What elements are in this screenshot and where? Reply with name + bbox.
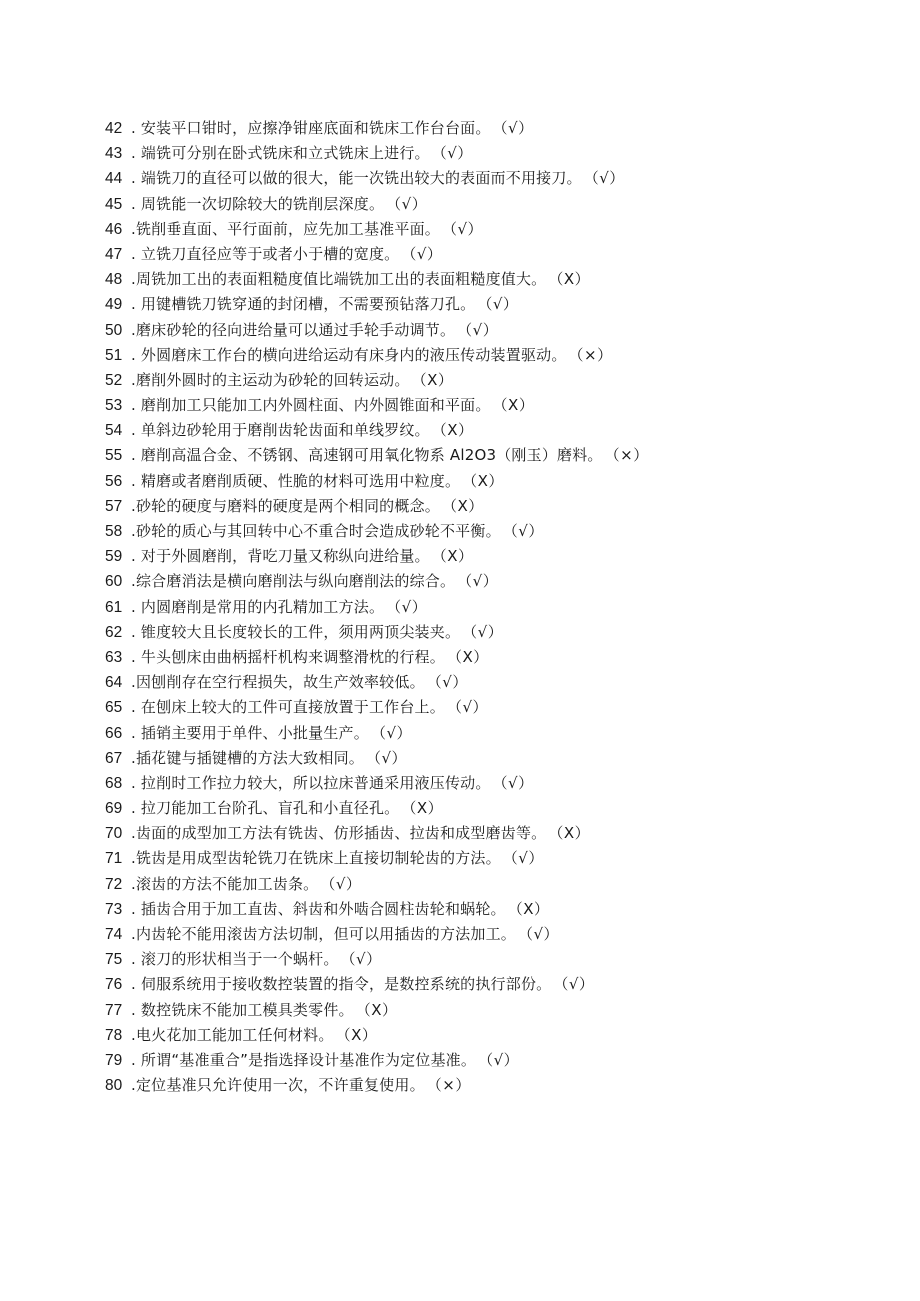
item-number: 44 xyxy=(105,170,123,188)
item-number: 79 xyxy=(105,1051,123,1069)
item-answer-mark: （√） xyxy=(431,144,473,163)
item-number: 67 xyxy=(105,749,123,767)
item-answer-mark: （X） xyxy=(492,396,535,415)
item-number: 53 xyxy=(105,397,123,415)
list-item xyxy=(105,972,885,997)
item-statement: . 拉刀能加工台阶孔、盲孔和小直径孔。 xyxy=(131,799,400,818)
item-answer-mark: （√） xyxy=(401,244,443,263)
item-answer-mark: （×） xyxy=(604,446,649,465)
item-statement: . 在刨床上较大的工件可直接放置于工作台上。 xyxy=(131,698,445,717)
item-number: 66 xyxy=(105,724,123,742)
item-number: 46 xyxy=(105,220,123,238)
item-statement: . 外圆磨床工作台的横向进给运动有床身内的液压传动装置驱动。 xyxy=(131,345,567,364)
item-number: 43 xyxy=(105,145,123,163)
item-statement: . 端铣刀的直径可以做的很大，能一次铣出较大的表面而不用接刀。 xyxy=(131,169,582,188)
item-number: 70 xyxy=(105,825,123,843)
item-statement: .定位基准只允许使用一次，不许重复使用。 xyxy=(131,1076,425,1095)
list-item xyxy=(105,141,885,166)
item-number: 52 xyxy=(105,371,123,389)
list-item xyxy=(105,166,885,191)
list-item xyxy=(105,922,885,947)
item-answer-mark: （√） xyxy=(478,1050,520,1069)
item-number: 54 xyxy=(105,422,123,440)
item-answer-mark: （√） xyxy=(553,975,595,994)
item-answer-mark: （X） xyxy=(441,496,484,515)
item-number: 50 xyxy=(105,321,123,339)
item-answer-mark: （×） xyxy=(568,345,613,364)
list-item xyxy=(105,443,885,468)
list-item xyxy=(105,242,885,267)
item-number: 65 xyxy=(105,699,123,717)
list-item xyxy=(105,1073,885,1098)
list-item xyxy=(105,368,885,393)
item-statement: . 立铣刀直径应等于或者小于槽的宽度。 xyxy=(131,244,400,263)
list-item xyxy=(105,469,885,494)
list-item xyxy=(105,872,885,897)
item-answer-mark: （√） xyxy=(320,874,362,893)
item-statement: . 滚刀的形状相当于一个蜗杆。 xyxy=(131,950,339,969)
list-item xyxy=(105,670,885,695)
item-answer-mark: （X） xyxy=(507,899,550,918)
item-statement: .因刨削存在空行程损失，故生产效率较低。 xyxy=(131,673,425,692)
list-item xyxy=(105,897,885,922)
item-answer-mark: （√） xyxy=(457,320,499,339)
item-answer-mark: （√） xyxy=(492,119,534,137)
question-list xyxy=(105,116,885,1098)
item-statement: . 精磨或者磨削质硬、性脆的材料可选用中粒度。 xyxy=(131,471,461,490)
item-answer-mark: （√） xyxy=(446,698,489,717)
item-number: 59 xyxy=(105,548,123,566)
list-item xyxy=(105,116,885,141)
list-item xyxy=(105,746,885,771)
item-answer-mark: （X） xyxy=(335,1025,378,1044)
item-statement: .综合磨消法是横向磨削法与纵向磨削法的综合。 xyxy=(131,572,456,591)
list-item xyxy=(105,519,885,544)
item-number: 60 xyxy=(105,573,123,591)
item-statement: .齿面的成型加工方法有铣齿、仿形插齿、拉齿和成型磨齿等。 xyxy=(131,824,547,843)
list-item xyxy=(105,998,885,1023)
list-item xyxy=(105,796,885,821)
item-number: 72 xyxy=(105,875,123,893)
item-number: 55 xyxy=(105,447,123,465)
item-statement: . 内圆磨削是常用的内孔精加工方法。 xyxy=(131,597,385,616)
item-answer-mark: （√） xyxy=(441,219,484,238)
item-number: 75 xyxy=(105,951,123,969)
item-number: 42 xyxy=(105,120,123,137)
list-item xyxy=(105,595,885,620)
item-number: 77 xyxy=(105,1001,123,1019)
item-statement: . 锥度较大且长度较长的工件，须用两顶尖装夹。 xyxy=(131,622,461,641)
list-item xyxy=(105,695,885,720)
item-number: 69 xyxy=(105,800,123,818)
item-statement: . 插销主要用于单件、小批量生产。 xyxy=(131,723,369,742)
item-number: 73 xyxy=(105,900,123,918)
item-answer-mark: （√） xyxy=(583,169,625,188)
list-item xyxy=(105,393,885,418)
item-number: 68 xyxy=(105,774,123,792)
list-item xyxy=(105,771,885,796)
item-statement: . 周铣能一次切除较大的铣削层深度。 xyxy=(131,194,385,213)
list-item xyxy=(105,267,885,292)
item-answer-mark: （X） xyxy=(431,421,474,440)
item-statement: . 拉削时工作拉力较大，所以拉床普通采用液压传动。 xyxy=(131,773,491,792)
item-number: 74 xyxy=(105,926,123,943)
list-item xyxy=(105,494,885,519)
item-statement: . 对于外圆磨削，背吃刀量又称纵向进给量。 xyxy=(131,547,430,566)
list-item xyxy=(105,318,885,343)
list-item xyxy=(105,645,885,670)
item-statement: .插花键与插键槽的方法大致相同。 xyxy=(131,748,364,767)
item-answer-mark: （X） xyxy=(548,824,591,843)
list-item xyxy=(105,192,885,217)
list-item xyxy=(105,821,885,846)
item-statement: . 牛头刨床由曲柄摇杆机构来调整滑枕的行程。 xyxy=(131,647,445,666)
list-item xyxy=(105,1023,885,1048)
item-number: 58 xyxy=(105,523,123,540)
item-number: 71 xyxy=(105,850,123,868)
item-answer-mark: （√） xyxy=(370,723,413,742)
item-number: 76 xyxy=(105,976,123,994)
item-statement: . 单斜边砂轮用于磨削齿轮齿面和单线罗纹。 xyxy=(131,421,430,440)
item-statement: . 插齿合用于加工直齿、斜齿和外啮合圆柱齿轮和蜗轮。 xyxy=(131,899,506,918)
item-answer-mark: （√） xyxy=(492,773,534,792)
item-statement: .铣削垂直面、平行面前，应先加工基准平面。 xyxy=(131,219,440,238)
item-statement: .内齿轮不能用滚齿方法切制，但可以用插齿的方法加工。 xyxy=(131,925,516,943)
list-item xyxy=(105,846,885,871)
item-answer-mark: （√） xyxy=(477,295,519,314)
item-statement: .砂轮的质心与其回转中心不重合时会造成砂轮不平衡。 xyxy=(131,522,501,540)
item-number: 45 xyxy=(105,195,123,213)
list-item xyxy=(105,343,885,368)
item-number: 56 xyxy=(105,472,123,490)
list-item xyxy=(105,620,885,645)
item-answer-mark: （√） xyxy=(426,673,468,692)
item-number: 64 xyxy=(105,674,123,692)
list-item xyxy=(105,947,885,972)
item-answer-mark: （√） xyxy=(457,572,499,591)
item-statement: . 端铣可分别在卧式铣床和立式铣床上进行。 xyxy=(131,144,430,163)
item-statement: . 伺服系统用于接收数控装置的指令，是数控系统的执行部份。 xyxy=(131,975,552,994)
item-statement: .磨削外圆时的主运动为砂轮的回转运动。 xyxy=(131,370,410,389)
item-answer-mark: （X） xyxy=(411,370,454,389)
list-item xyxy=(105,292,885,317)
list-item xyxy=(105,217,885,242)
item-number: 61 xyxy=(105,598,123,616)
item-answer-mark: （√） xyxy=(517,925,560,943)
item-number: 47 xyxy=(105,245,123,263)
item-answer-mark: （√） xyxy=(386,194,428,213)
item-number: 62 xyxy=(105,623,123,641)
list-item xyxy=(105,569,885,594)
item-statement: .电火花加工能加工任何材料。 xyxy=(131,1025,334,1044)
item-answer-mark: （X） xyxy=(355,1000,398,1019)
item-number: 78 xyxy=(105,1026,123,1044)
list-item xyxy=(105,721,885,746)
item-number: 51 xyxy=(105,346,123,364)
item-statement: .铣齿是用成型齿轮铣刀在铣床上直接切制轮齿的方法。 xyxy=(131,849,501,868)
item-statement: . 所谓“基准重合”是指选择设计基准作为定位基准。 xyxy=(131,1050,477,1069)
item-answer-mark: （√） xyxy=(386,597,428,616)
item-statement: . 用键槽铣刀铣穿通的封闭槽，不需要预钻落刀孔。 xyxy=(131,295,476,314)
item-answer-mark: （√） xyxy=(462,622,504,641)
item-answer-mark: （X） xyxy=(548,270,591,289)
item-answer-mark: （X） xyxy=(446,647,489,666)
list-item xyxy=(105,1048,885,1073)
item-statement: . 磨削高温合金、不锈钢、高速钢可用氧化物系 Al2O3（刚玉）磨料。 xyxy=(131,446,603,465)
item-number: 48 xyxy=(105,271,123,289)
item-answer-mark: （X） xyxy=(401,799,444,818)
item-statement: . 数控铣床不能加工模具类零件。 xyxy=(131,1000,354,1019)
item-number: 49 xyxy=(105,296,123,314)
item-statement: . 安装平口钳时，应擦净钳座底面和铣床工作台台面。 xyxy=(131,119,491,137)
list-item xyxy=(105,418,885,443)
list-item xyxy=(105,544,885,569)
item-statement: .周铣加工出的表面粗糙度值比端铣加工出的表面粗糙度值大。 xyxy=(131,270,547,289)
item-statement: .磨床砂轮的径向进给量可以通过手轮手动调节。 xyxy=(131,320,456,339)
item-statement: .滚齿的方法不能加工齿条。 xyxy=(131,874,319,893)
item-answer-mark: （√） xyxy=(502,849,544,868)
item-statement: .砂轮的硬度与磨料的硬度是两个相同的概念。 xyxy=(131,496,440,515)
item-answer-mark: （√） xyxy=(502,522,544,540)
item-statement: . 磨削加工只能加工内外圆柱面、内外圆锥面和平面。 xyxy=(131,396,491,415)
item-number: 80 xyxy=(105,1077,123,1095)
item-number: 63 xyxy=(105,648,123,666)
item-answer-mark: （√） xyxy=(365,748,408,767)
item-answer-mark: （X） xyxy=(431,547,474,566)
item-answer-mark: （×） xyxy=(426,1076,471,1095)
item-number: 57 xyxy=(105,497,123,515)
item-answer-mark: （X） xyxy=(462,471,504,490)
item-answer-mark: （√） xyxy=(340,950,382,969)
